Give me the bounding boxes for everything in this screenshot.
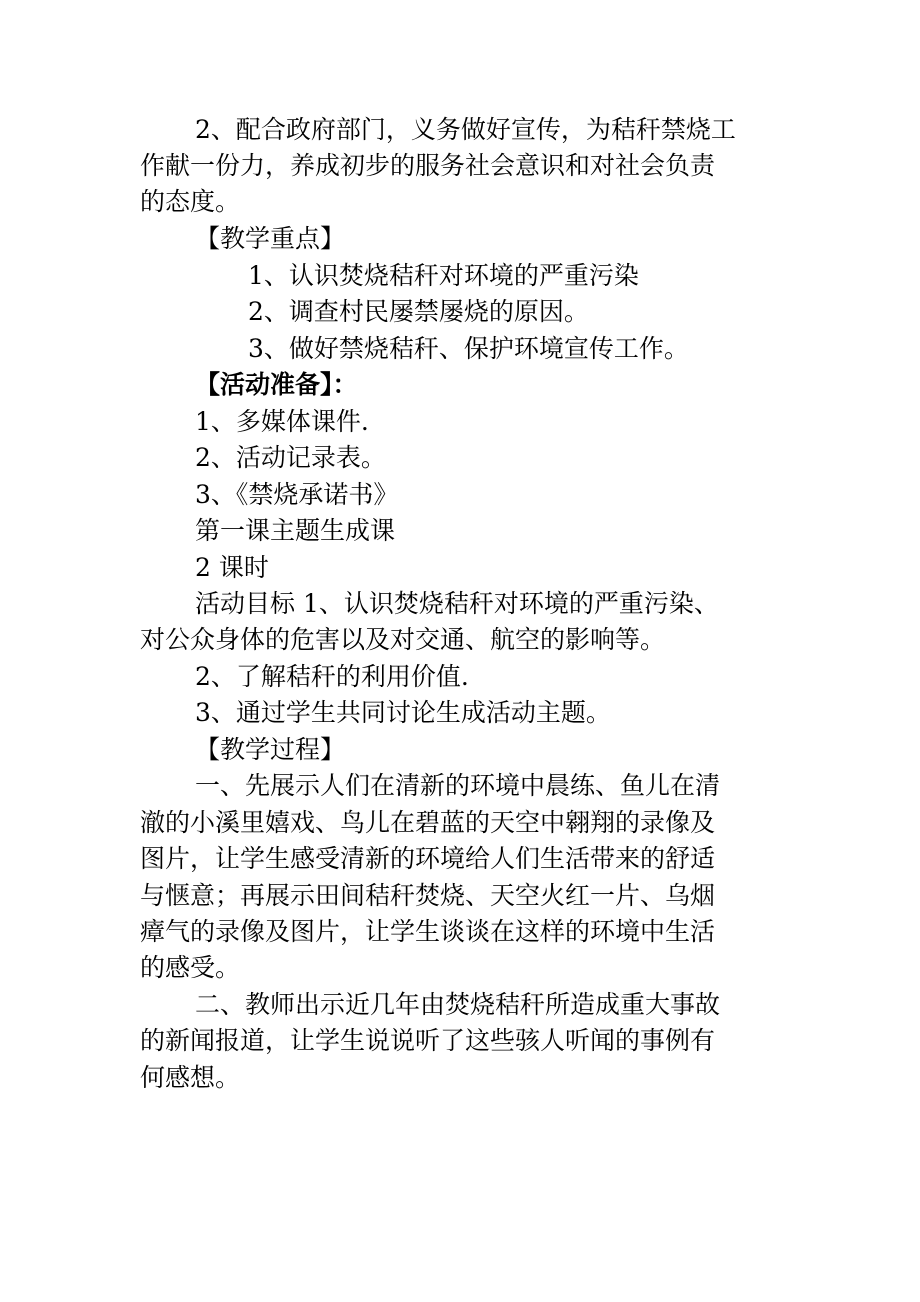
section-heading-teaching-focus: 【教学重点】 [195,224,346,253]
list-item: 1、多媒体课件. [195,407,369,436]
paragraph-line: 的感受。 [140,953,241,982]
section-heading-teaching-process: 【教学过程】 [195,735,346,764]
list-item: 3、做好禁烧秸秆、保护环境宣传工作。 [248,334,689,363]
paragraph-line: 2、配合政府部门，义务做好宣传，为秸秆禁烧工 [195,115,736,144]
list-item: 2、调查村民屡禁屡烧的原因。 [248,297,589,326]
list-item: 2、了解秸秆的利用价值. [195,662,469,691]
paragraph-line: 对公众身体的危害以及对交通、航空的影响等。 [140,625,666,654]
paragraph-line: 作献一份力，养成初步的服务社会意识和对社会负责 [140,151,716,180]
list-item: 3、通过学生共同讨论生成活动主题。 [195,698,611,727]
paragraph-line: 的态度。 [140,187,241,216]
lesson-duration: 2 课时 [195,553,269,582]
paragraph-line: 二、教师出示近几年由焚烧秸秆所造成重大事故 [195,990,721,1019]
paragraph-line: 与惬意；再展示田间秸秆焚烧、天空火红一片、乌烟 [140,881,716,910]
paragraph-line: 瘴气的录像及图片，让学生谈谈在这样的环境中生活 [140,917,716,946]
paragraph-line: 活动目标 1、认识焚烧秸秆对环境的严重污染、 [195,589,719,618]
section-heading-activity-prep: 【活动准备】： [195,370,358,399]
list-item: 1、认识焚烧秸秆对环境的严重污染 [248,261,639,290]
paragraph-line: 图片，让学生感受清新的环境给人们生活带来的舒适 [140,844,716,873]
paragraph-line: 何感想。 [140,1063,241,1092]
lesson-title: 第一课主题生成课 [195,516,396,545]
list-item: 2、活动记录表。 [195,443,386,472]
paragraph-line: 一、先展示人们在清新的环境中晨练、鱼儿在清 [195,771,721,800]
list-item: 3、《禁烧承诺书》 [195,480,399,509]
paragraph-line: 的新闻报道，让学生说说听了这些骇人听闻的事例有 [140,1026,716,1055]
paragraph-line: 澈的小溪里嬉戏、鸟儿在碧蓝的天空中翱翔的录像及 [140,808,716,837]
